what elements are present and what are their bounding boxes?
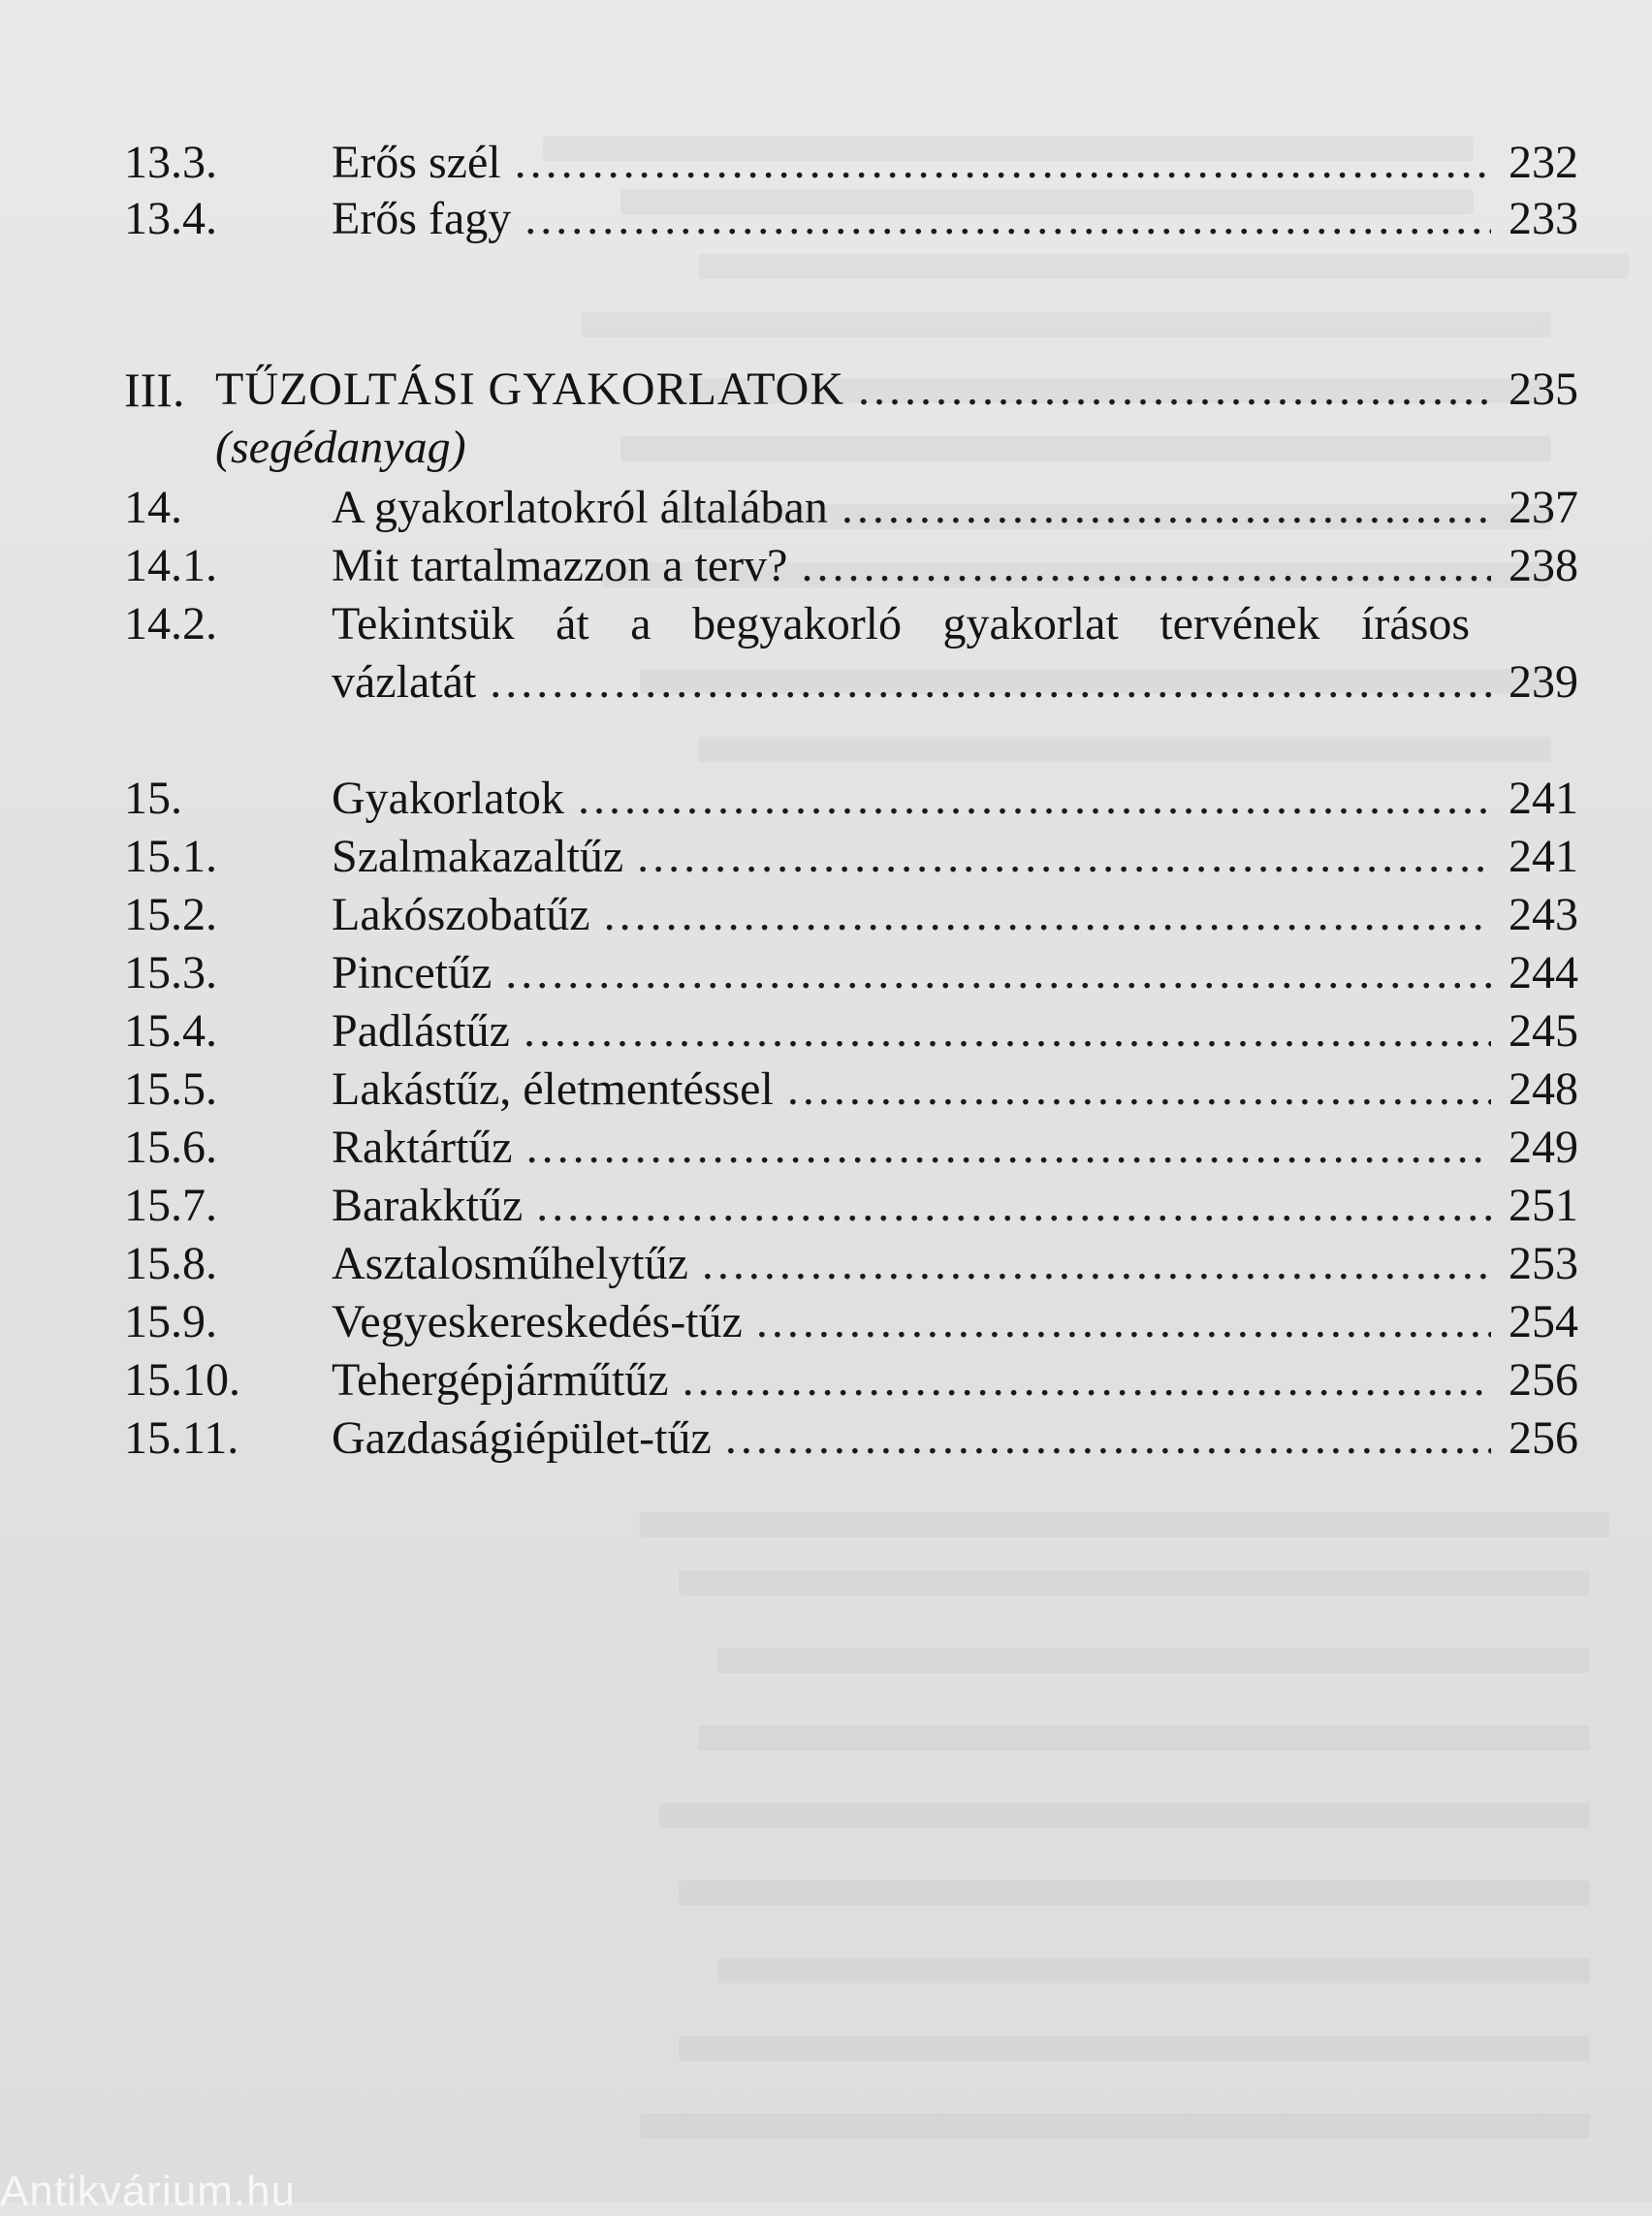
toc-entry-15-8	[124, 1237, 1578, 1291]
entry-title: Erős szél	[332, 137, 501, 188]
entry-page-number: 249	[1509, 1122, 1578, 1173]
entry-title: Erős fagy	[332, 193, 512, 244]
entry-title: Mit tartalmazzon a terv?	[332, 540, 788, 591]
toc-part-3	[124, 363, 1578, 417]
entry-page-number: 251	[1509, 1180, 1578, 1231]
dot-leader	[801, 539, 1491, 593]
toc-entry-14-2-continuation	[124, 655, 1578, 710]
dot-leader	[490, 655, 1491, 710]
entry-number: 13.3.	[124, 137, 217, 188]
entry-page-number: 248	[1509, 1063, 1578, 1115]
entry-page-number: 241	[1509, 831, 1578, 882]
toc-entry-15-5	[124, 1062, 1578, 1117]
watermark: Antikvárium.hu	[0, 2168, 297, 2215]
entry-title-line-1	[332, 597, 1470, 651]
part-title: TŰZOLTÁSI GYAKORLATOK	[215, 364, 845, 415]
toc-entry-15-6	[124, 1121, 1578, 1175]
dot-leader	[536, 1179, 1491, 1233]
dot-leader	[526, 1121, 1491, 1175]
dot-leader	[524, 1004, 1491, 1059]
toc-entry-13-4	[124, 192, 1578, 246]
entry-page-number: 245	[1509, 1005, 1578, 1057]
part-subtitle: (segédanyag)	[215, 422, 466, 473]
entry-title: Szalmakazaltűz	[332, 831, 624, 882]
entry-number: 15.3.	[124, 947, 217, 998]
entry-title: Tehergépjárműtűz	[332, 1354, 669, 1406]
entry-page-number: 244	[1509, 947, 1578, 998]
entry-number: 15.4.	[124, 1005, 217, 1057]
toc-entry-15	[124, 772, 1578, 826]
title-word: Tekintsük	[332, 598, 515, 649]
toc-entry-15-10	[124, 1353, 1578, 1408]
entry-number: 14.	[124, 482, 182, 533]
entry-number: 13.4.	[124, 193, 217, 244]
entry-number: 14.2.	[124, 598, 217, 649]
entry-page-number: 254	[1509, 1296, 1578, 1347]
toc-entry-15-4	[124, 1004, 1578, 1059]
entry-page-number: 237	[1509, 482, 1578, 533]
entry-page-number: 233	[1509, 193, 1578, 244]
entry-page-number: 253	[1509, 1238, 1578, 1289]
toc-entry-15-2	[124, 888, 1578, 942]
entry-number: 15.8.	[124, 1238, 217, 1289]
dot-leader	[858, 363, 1491, 417]
entry-page-number: 232	[1509, 137, 1578, 188]
entry-number: 15.6.	[124, 1122, 217, 1173]
entry-title: Lakástűz, életmentéssel	[332, 1063, 774, 1115]
toc-entry-14-1	[124, 539, 1578, 593]
entry-title: Lakószobatűz	[332, 889, 590, 940]
entry-title: Vegyeskereskedés-tűz	[332, 1296, 743, 1347]
entry-title: Gazdaságiépület-tűz	[332, 1412, 712, 1464]
entry-number: 15.7.	[124, 1180, 217, 1231]
entry-number: 15.	[124, 773, 182, 824]
entry-number: 15.10.	[124, 1354, 240, 1406]
part-page-number: 235	[1509, 364, 1578, 415]
dot-leader	[515, 136, 1491, 190]
title-word: gyakorlat	[942, 598, 1119, 649]
dot-leader	[756, 1295, 1491, 1349]
dot-leader	[725, 1411, 1491, 1466]
dot-leader	[842, 481, 1491, 535]
entry-title: Barakktűz	[332, 1180, 524, 1231]
title-word: írásos	[1361, 598, 1470, 649]
dot-leader	[505, 946, 1491, 1000]
entry-number: 14.1.	[124, 540, 217, 591]
toc-entry-15-9	[124, 1295, 1578, 1349]
toc-entry-15-3	[124, 946, 1578, 1000]
entry-page-number: 256	[1509, 1354, 1578, 1406]
entry-title: Asztalosműhelytűz	[332, 1238, 688, 1289]
entry-title: Gyakorlatok	[332, 773, 564, 824]
title-word: a	[630, 598, 651, 649]
entry-number: 15.1.	[124, 831, 217, 882]
entry-page-number: 238	[1509, 540, 1578, 591]
title-word: tervének	[1160, 598, 1320, 649]
entry-page-number: 243	[1509, 889, 1578, 940]
toc-entry-15-1	[124, 830, 1578, 884]
dot-leader	[524, 192, 1491, 246]
entry-number: 15.5.	[124, 1063, 217, 1115]
dot-leader	[787, 1062, 1491, 1117]
part-number: III.	[124, 363, 185, 417]
entry-title: Pincetűz	[332, 947, 492, 998]
entry-title-line-2: vázlatát	[332, 656, 477, 708]
entry-number: 15.2.	[124, 889, 217, 940]
entry-page-number: 239	[1509, 656, 1578, 708]
dot-leader	[683, 1353, 1491, 1408]
dot-leader	[702, 1237, 1491, 1291]
entry-page-number: 241	[1509, 773, 1578, 824]
entry-page-number: 256	[1509, 1412, 1578, 1464]
toc-entry-15-11	[124, 1411, 1578, 1466]
entry-title: Raktártűz	[332, 1122, 513, 1173]
entry-number: 15.9.	[124, 1296, 217, 1347]
title-word: át	[556, 598, 589, 649]
title-word: begyakorló	[692, 598, 903, 649]
toc-entry-14	[124, 481, 1578, 535]
dot-leader	[578, 772, 1491, 826]
entry-title: Padlástűz	[332, 1005, 510, 1057]
dot-leader	[604, 888, 1491, 942]
entry-title: A gyakorlatokról általában	[332, 482, 828, 533]
toc-entry-15-7	[124, 1179, 1578, 1233]
dot-leader	[637, 830, 1491, 884]
entry-number: 15.11.	[124, 1412, 239, 1464]
toc-entry-13-3	[124, 136, 1578, 190]
